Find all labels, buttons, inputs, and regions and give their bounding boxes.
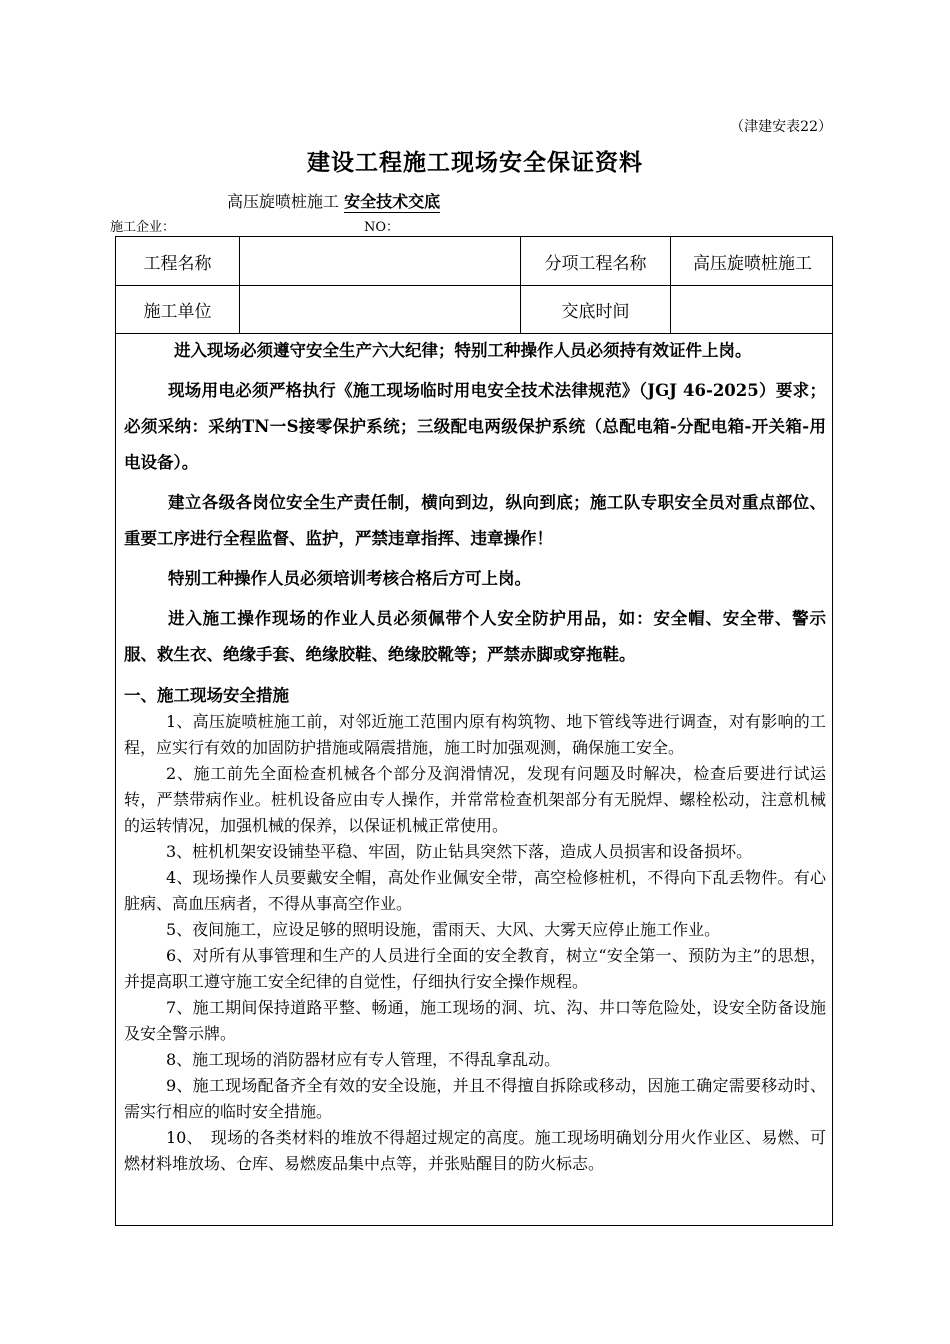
number-label: NO： bbox=[364, 220, 400, 235]
measure-item: 4、现场操作人员要戴安全帽，高处作业佩安全带，高空检修桩机，不得向下乱丢物件。有心脏病、高血压病者，不得从事高空作业。 bbox=[124, 868, 826, 913]
sub-project-label: 分项工程名称 bbox=[544, 253, 647, 274]
briefing-time-value[interactable] bbox=[671, 286, 834, 333]
safety-rule-paragraph: 进入施工操作现场的作业人员必须佩带个人安全防护用品，如：安全帽、安全带、警示服、救生衣、绝缘手套、绝缘胶鞋、绝缘胶靴等；严禁赤脚或穿拖鞋。 bbox=[124, 609, 826, 664]
section-heading: 一、施工现场安全措施 bbox=[124, 686, 289, 705]
construction-unit-value[interactable] bbox=[240, 286, 520, 333]
document-subtitle bbox=[227, 189, 440, 212]
form-code: （津建安表22） bbox=[730, 119, 832, 135]
document-title: 建设工程施工现场安全保证资料 bbox=[307, 149, 643, 176]
measure-item: 8、施工现场的消防器材应有专人管理，不得乱拿乱动。 bbox=[166, 1050, 561, 1069]
measure-item: 2、施工前先全面检查机械各个部分及润滑情况，发现有问题及时解决，检查后要进行试运转，严禁带病作业。桩机设备应由专人操作，并常常检查机架部分有无脱焊、螺栓松动，注意机械的运转情况，加强机械的保养，以保证机械正常使用。 bbox=[124, 764, 826, 835]
measure-item: 9、施工现场配备齐全有效的安全设施，并且不得擅自拆除或移动，因施工确定需要移动时、需实行相应的临时安全措施。 bbox=[124, 1076, 826, 1121]
project-name-label: 工程名称 bbox=[143, 253, 212, 274]
safety-rule-paragraph: 现场用电必须严格执行《施工现场临时用电安全技术法律规范》（JGJ 46-2025）要求；必须采纳：采纳TN一S接零保护系统；三级配电两级保护系统（总配电箱-分配电箱-开关箱-用电设备）。 bbox=[124, 381, 826, 472]
measure-item: 10、 现场的各类材料的堆放不得超过规定的高度。施工现场明确划分用火作业区、易燃、可燃材料堆放场、仓库、易燃废品集中点等，并张贴醒目的防火标志。 bbox=[124, 1128, 826, 1173]
measure-item: 7、施工期间保持道路平整、畅通，施工现场的洞、坑、沟、井口等危险处，设安全防备设施及安全警示牌。 bbox=[124, 998, 826, 1043]
measure-item: 6、对所有从事管理和生产的人员进行全面的安全教育，树立“安全第一、预防为主”的思想，并提高职工遵守施工安全纪律的自觉性，仔细执行安全操作规程。 bbox=[124, 946, 826, 991]
briefing-time-label: 交底时间 bbox=[561, 302, 630, 322]
safety-rule-paragraph: 特别工种操作人员必须培训考核合格后方可上岗。 bbox=[168, 569, 531, 588]
construction-unit-label: 施工单位 bbox=[143, 302, 212, 322]
project-name-value[interactable] bbox=[240, 237, 520, 285]
measure-item: 3、桩机机架安设铺垫平稳、牢固，防止钻具突然下落，造成人员损害和设备损坏。 bbox=[166, 842, 753, 861]
subtitle-main: 安全技术交底 bbox=[344, 192, 441, 211]
subtitle-prefix: 高压旋喷桩施工 bbox=[227, 192, 340, 211]
briefing-form bbox=[115, 236, 833, 1226]
company-label: 施工企业： bbox=[110, 220, 176, 235]
sub-project-value[interactable]: 高压旋喷桩施工 bbox=[693, 253, 812, 274]
safety-rule-paragraph: 进入现场必须遵守安全生产六大纪律；特别工种操作人员必须持有效证件上岗。 bbox=[174, 341, 752, 360]
measure-item: 1、高压旋喷桩施工前，对邻近施工范围内原有构筑物、地下管线等进行调查，对有影响的工程，应实行有效的加固防护措施或隔震措施，施工时加强观测，确保施工安全。 bbox=[124, 712, 826, 757]
briefing-content bbox=[116, 333, 834, 1177]
measure-item: 5、夜间施工，应设足够的照明设施，雷雨天、大风、大雾天应停止施工作业。 bbox=[166, 920, 721, 939]
safety-rule-paragraph: 建立各级各岗位安全生产责任制，横向到边，纵向到底；施工队专职安全员对重点部位、重要工序进行全程监督、监护，严禁违章指挥、违章操作！ bbox=[124, 493, 826, 548]
